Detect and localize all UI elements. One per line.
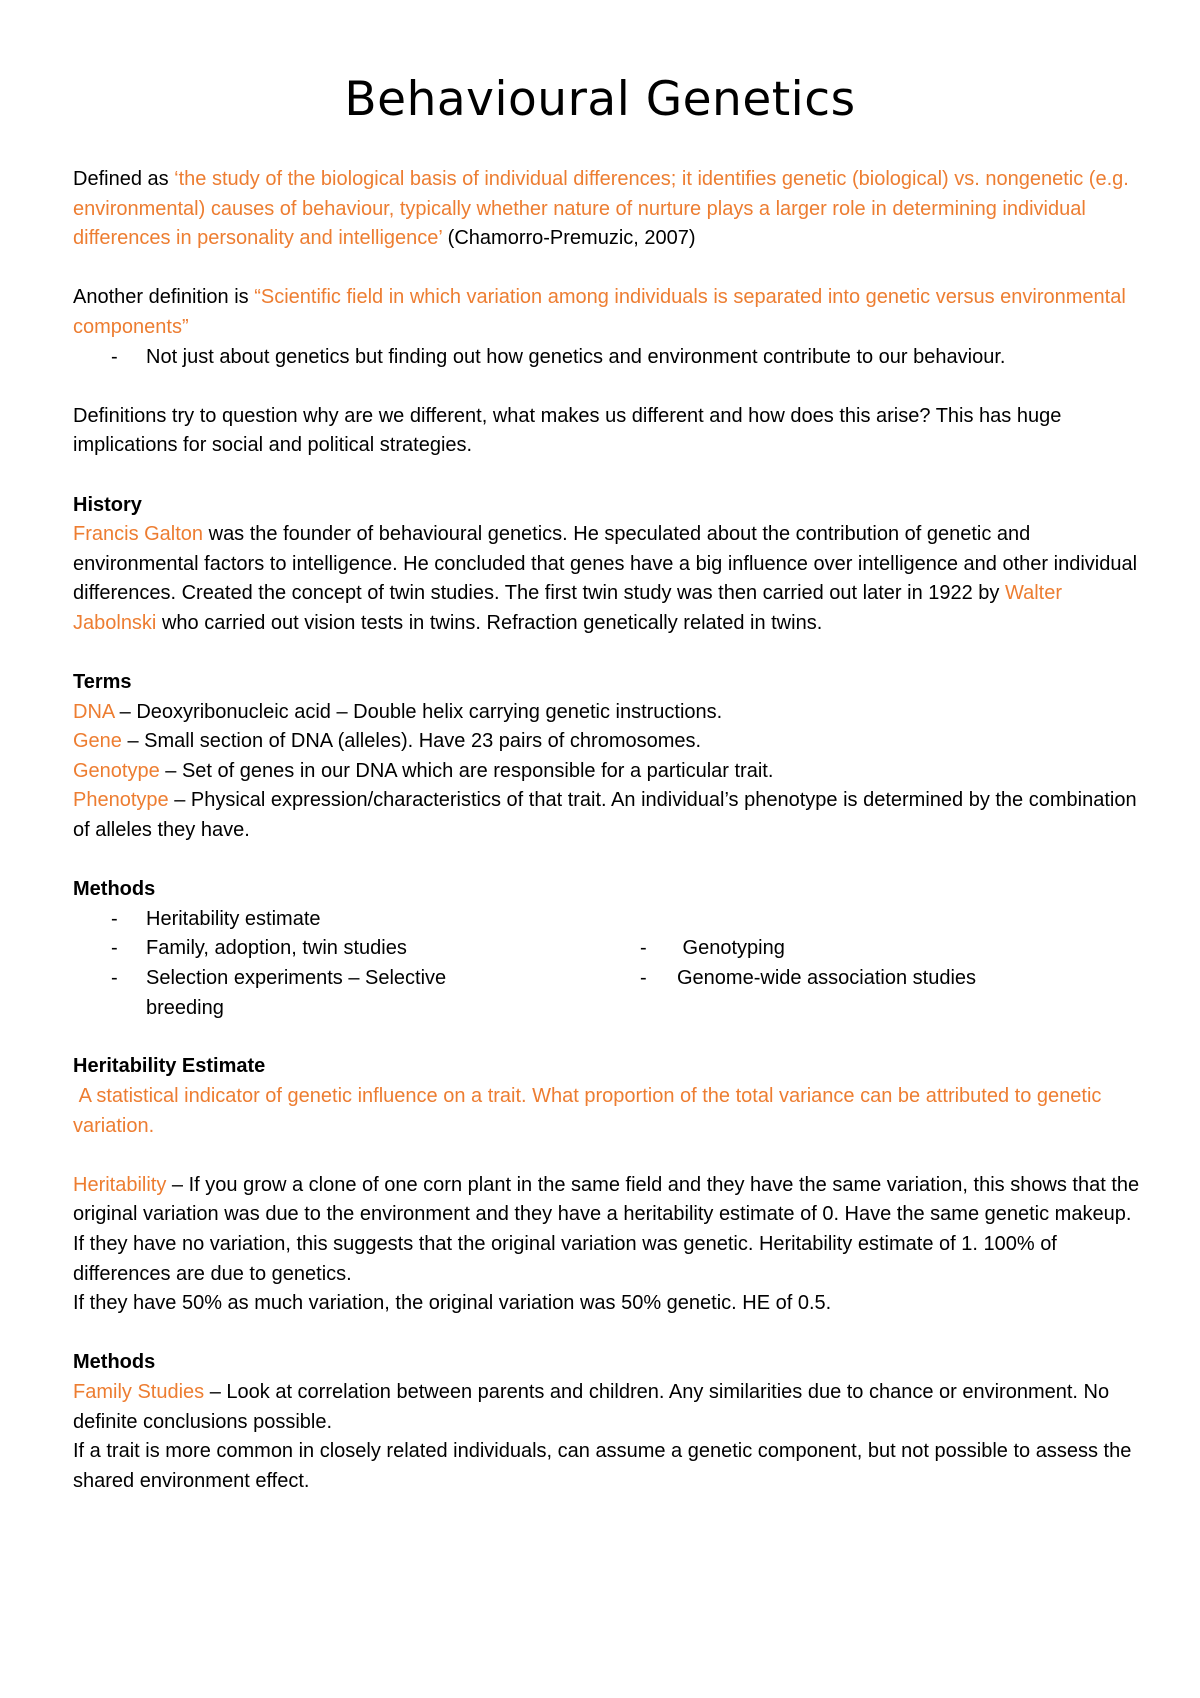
family-studies-text: – Look at correlation between parents and children. Any similarities due to chance or environment. No definite conclusions possible. [73,1380,1110,1433]
heritability-text: – If you grow a clone of one corn plant in the same field and they have the same variation, this shows that the original variation was due to the environment and they have a heritability estimate of 0. Have the same genetic makeup. [73,1173,1140,1226]
method-item-text: Genotyping [677,937,785,960]
term-label: DNA [73,700,115,723]
dash-marker: - [111,345,118,368]
history-name-jabolnski: Walter Jabolnski [73,582,1063,634]
definitions-paragraph: Definitions try to question why are we different, what makes us different and how does this arise? This has huge implications for social and political strategies. [73,404,1062,457]
history-name-galton: Francis Galton [73,523,204,546]
list-item [73,934,493,964]
heritability-paragraph [73,1171,1143,1230]
term-phenotype [73,786,1143,845]
method-item-text: Family, adoption, twin studies [146,937,407,960]
definition-quote: ‘the study of the biological basis of individual differences; it identifies genetic (biological) vs. nongenetic (e.g. environmental) causes of behaviour, typically whether nature of nurture plays a larger role in determining individual differences in personality and intelligence’ [73,168,1129,250]
history-text-1: was the founder of behavioural genetics. He speculated about the contribution of genetic and environmental factors to intelligence. He concluded that genes have a big influence over intelligence and other individual differences. Created the concept of twin studies. The first twin study was then carried out later in 1922 by [73,523,1138,605]
methods-heading: Methods [73,878,156,901]
dash-marker: - [111,967,118,990]
family-studies-paragraph [73,1378,1143,1437]
method-item-text: Heritability estimate [146,907,321,930]
family-studies-line-2: If a trait is more common in closely related individuals, can assume a genetic component, but not possible to assess the shared environment effect. [73,1440,1132,1492]
family-studies-term: Family Studies [73,1380,205,1403]
term-genotype [73,757,1143,787]
heritability-term: Heritability [73,1173,167,1196]
term-label: Phenotype [73,789,169,812]
methods-2-heading: Methods [73,1351,156,1374]
heritability-line-3: If they have 50% as much variation, the original variation was 50% genetic. HE of 0.5. [73,1292,832,1315]
list-item [73,964,493,1023]
history-paragraph [73,520,1143,638]
intro-bullet-list [73,343,1143,373]
term-label: Genotype [73,759,160,782]
methods-columns [73,905,1143,1023]
list-item [73,905,493,935]
document-title: Behavioural Genetics [344,72,856,127]
term-definition: – Small section of DNA (alleles). Have 23 pairs of chromosomes. [121,730,702,753]
methods-list-right [640,934,1100,993]
history-text-2: who carried out vision tests in twins. Refraction genetically related in twins. [156,611,823,634]
another-definition-quote: “Scientific field in which variation among individuals is separated into genetic versus environmental components” [73,286,1126,338]
methods-list-left [73,905,493,1023]
intro-bullet-text: Not just about genetics but finding out how genetics and environment contribute to our behaviour. [146,345,1006,368]
another-definition-prefix: Another definition is [73,286,255,309]
definition-prefix: Defined as [73,168,175,190]
term-label: Gene [73,730,122,753]
term-gene [73,727,1143,757]
term-definition: – Physical expression/characteristics of that trait. An individual’s phenotype is determined by the combination of alleles they have. [73,789,1137,842]
dash-marker: - [111,907,118,930]
dash-marker: - [111,937,118,960]
history-heading: History [73,493,142,516]
dash-marker: - [640,937,647,960]
heritability-estimate-heading: Heritability Estimate [73,1055,266,1078]
definition-paragraph [73,165,1143,254]
method-item-text: Selection experiments – Selective breeding [146,967,447,1019]
heritability-estimate-definition: A statistical indicator of genetic influence on a trait. What proportion of the total variance can be attributed to genetic variation. [73,1085,1107,1137]
method-item-text: Genome-wide association studies [677,967,977,990]
another-definition-paragraph [73,283,1143,342]
term-dna [73,698,1143,728]
definition-citation: (Chamorro-Premuzic, 2007) [442,227,696,250]
list-item [640,934,1100,964]
document-body [73,165,1143,1496]
term-definition: – Set of genes in our DNA which are responsible for a particular trait. [159,759,774,782]
heritability-line-2: If they have no variation, this suggests that the original variation was genetic. Heritability estimate of 1. 100% of differences are due to genetics. [73,1233,1057,1285]
term-definition: – Deoxyribonucleic acid – Double helix carrying genetic instructions. [114,700,723,723]
terms-heading: Terms [73,671,132,694]
list-item [640,964,1100,994]
dash-marker: - [640,967,647,990]
list-item [73,343,1143,373]
